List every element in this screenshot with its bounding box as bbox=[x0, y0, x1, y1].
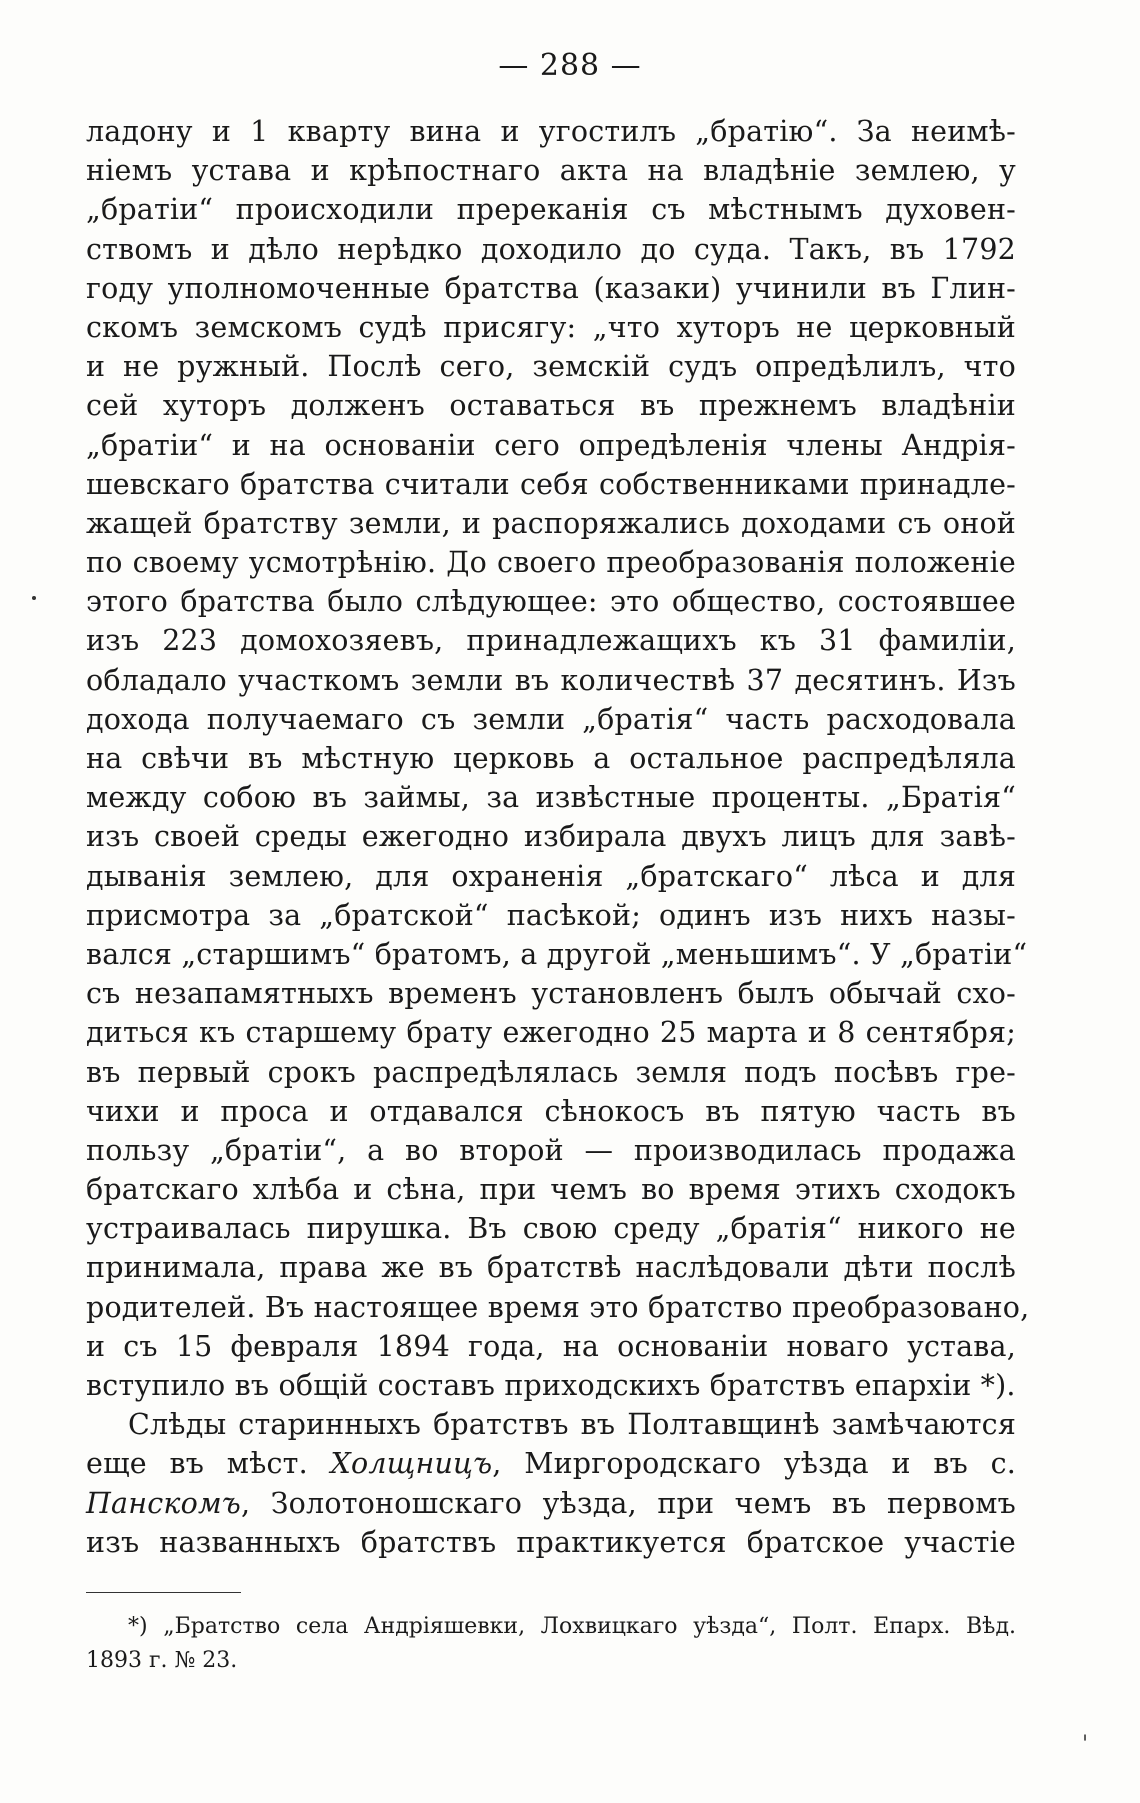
text-line: братскаго хлѣба и сѣна, при чемъ во время этихъ сходокъ bbox=[86, 1173, 1016, 1207]
text-line: съ незапамятныхъ временъ установленъ былъ обычай схо- bbox=[86, 977, 1016, 1011]
text-line: обладало участкомъ земли въ количествѣ 37 десятинъ. Изъ bbox=[86, 663, 1016, 697]
text-line: чихи и проса и отдавался сѣнокосъ въ пятую часть въ bbox=[86, 1094, 1016, 1128]
text-line: по своему усмотрѣнію. До своего преобразованія положеніе bbox=[86, 546, 1016, 580]
place-name-italic: Панскомъ bbox=[86, 1486, 241, 1520]
text-fragment: , Золотоношскаго уѣзда, при чемъ въ первомъ bbox=[240, 1486, 1016, 1520]
text-line: сей хуторъ долженъ оставаться въ прежнемъ владѣніи bbox=[86, 389, 1016, 423]
text-line: скомъ земскомъ судѣ присягу: „что хуторъ не церковный bbox=[86, 310, 1016, 344]
footnote-divider bbox=[86, 1592, 241, 1593]
text-line: „братіи“ происходили пререканія съ мѣстнымъ духовен- bbox=[86, 193, 1016, 227]
main-text bbox=[86, 112, 1030, 1562]
corner-mark: ' bbox=[1081, 1732, 1088, 1757]
text-line: диться къ старшему брату ежегодно 25 марта и 8 сентября; bbox=[86, 1016, 1016, 1050]
footnote-line: 1893 г. № 23. bbox=[86, 1648, 238, 1673]
text-line: на свѣчи въ мѣстную церковь а остальное распредѣляла bbox=[86, 742, 1016, 775]
text-line: устраивалась пирушка. Въ свою среду „братія“ никого не bbox=[86, 1212, 1016, 1246]
paragraph-2-line bbox=[86, 1484, 1016, 1523]
text-line: ладону и 1 кварту вина и угостилъ „братію“. За неимѣ- bbox=[86, 115, 1016, 148]
text-line: пользу „братіи“, а во второй — производилась продажа bbox=[86, 1133, 1016, 1167]
text-line: „братіи“ и на основаніи сего опредѣленія члены Андрія- bbox=[86, 428, 1016, 462]
footnote bbox=[86, 1610, 1016, 1678]
text-line: вался „старшимъ“ братомъ, а другой „меньшимъ“. У „братіи“ bbox=[86, 937, 1028, 971]
text-line: жащей братству земли, и распоряжались доходами съ оной bbox=[86, 506, 1016, 540]
text-line: ствомъ и дѣло нерѣдко доходило до суда. Такъ, въ 1792 bbox=[86, 232, 1016, 266]
footnote-line: *) „Братство села Андріяшевки, Лохвицкаго уѣзда“, Полт. Епарх. Вѣд. bbox=[128, 1614, 1016, 1639]
text-fragment: , Миргородскаго уѣзда и въ с. bbox=[492, 1447, 1016, 1481]
text-line: ніемъ устава и крѣпостнаго акта на владѣніе землею, у bbox=[86, 154, 1016, 188]
paragraph-2-line: Слѣды старинныхъ братствъ въ Полтавщинѣ замѣчаются bbox=[128, 1408, 1016, 1442]
text-line: году уполномоченные братства (казаки) учинили въ Глин- bbox=[86, 271, 1016, 305]
text-line: и съ 15 февраля 1894 года, на основаніи новаго устава, bbox=[86, 1329, 1016, 1363]
text-line: родителей. Въ настоящее время это братство преобразовано, bbox=[86, 1290, 1030, 1324]
margin-mark bbox=[32, 596, 36, 600]
text-line: шевскаго братства считали себя собственниками принадле- bbox=[86, 467, 1016, 501]
paragraph-2-line bbox=[86, 1444, 1016, 1483]
text-line: присмотра за „братской“ пасѣкой; одинъ изъ нихъ назы- bbox=[86, 898, 1016, 932]
text-line: дыванія землею, для охраненія „братскаго“ лѣса и для bbox=[86, 859, 1016, 893]
text-line: дохода получаемаго съ земли „братія“ часть расходовала bbox=[86, 702, 1016, 736]
text-line: изъ своей среды ежегодно избирала двухъ лицъ для завѣ- bbox=[86, 820, 1016, 854]
text-line: этого братства было слѣдующее: это общество, состоявшее bbox=[86, 585, 1016, 619]
text-line: въ первый срокъ распредѣлялась земля подъ посѣвъ гре- bbox=[86, 1055, 1016, 1089]
paragraph-2-line: изъ названныхъ братствъ практикуется братское участіе bbox=[86, 1525, 1016, 1559]
text-line: принимала, права же въ братствѣ наслѣдовали дѣти послѣ bbox=[86, 1251, 1016, 1285]
place-name-italic: Холщницъ bbox=[330, 1447, 493, 1481]
text-line: вступило въ общій составъ приходскихъ братствъ епархіи *). bbox=[86, 1369, 1016, 1402]
text-line: изъ 223 домохозяевъ, принадлежащихъ къ 31 фамиліи, bbox=[86, 624, 1016, 658]
text-line: между собою въ займы, за извѣстные проценты. „Братія“ bbox=[86, 781, 1016, 815]
page-number: — 288 — bbox=[498, 48, 642, 83]
text-line: и не ружный. Послѣ сего, земскій судъ опредѣлилъ, что bbox=[86, 350, 1016, 384]
text-fragment: еще въ мѣст. bbox=[86, 1447, 331, 1481]
